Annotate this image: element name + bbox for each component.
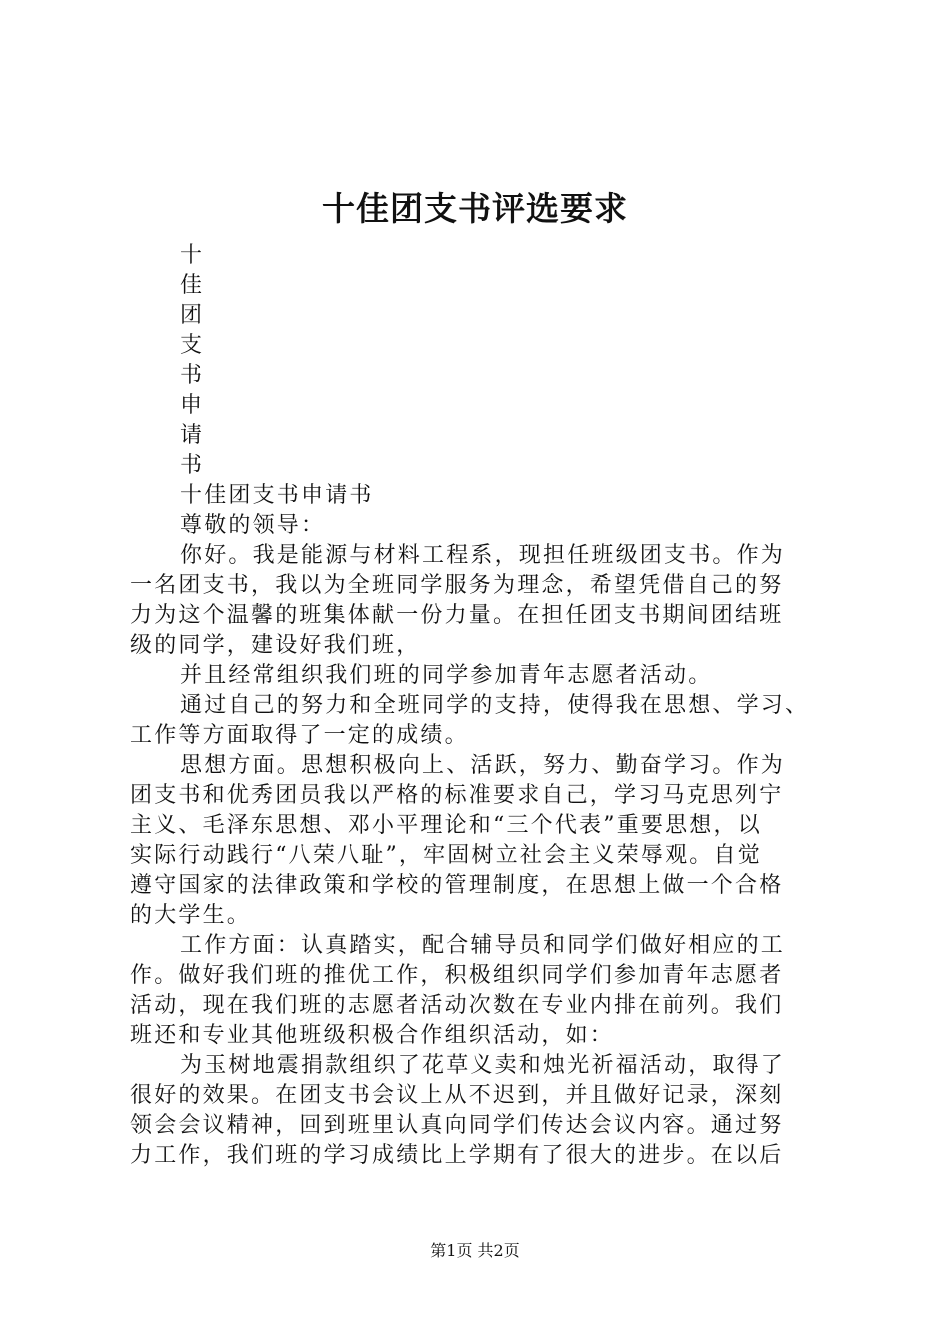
body-line: 团支书和优秀团员我以严格的标准要求自己，学习马克思列宁 — [130, 783, 784, 808]
vertical-char: 请 — [180, 423, 203, 448]
document-title: 十佳团支书评选要求 — [322, 189, 628, 228]
body-line: 的大学生。 — [130, 903, 252, 928]
body-line: 思想方面。思想积极向上、活跃，努力、勤奋学习。作为 — [180, 753, 786, 778]
body-line: 级的同学，建设好我们班， — [130, 633, 421, 658]
salutation: 尊敬的领导： — [180, 513, 326, 538]
body-line: 活动，现在我们班的志愿者活动次数在专业内排在前列。我们 — [130, 993, 784, 1018]
vertical-char: 十 — [180, 243, 203, 268]
vertical-char: 申 — [180, 393, 203, 418]
page-number-footer: 第1页 共2页 — [430, 1241, 520, 1260]
body-line: 一名团支书，我以为全班同学服务为理念，希望凭借自己的努 — [130, 573, 784, 598]
body-line: 领会会议精神，回到班里认真向同学们传达会议内容。通过努 — [130, 1113, 784, 1138]
body-line: 为玉树地震捐款组织了花草义卖和烛光祈福活动，取得了 — [180, 1053, 786, 1078]
vertical-char: 支 — [180, 333, 203, 358]
body-line: 工作方面：认真踏实，配合辅导员和同学们做好相应的工 — [180, 933, 786, 958]
subtitle-line: 十佳团支书申请书 — [180, 483, 374, 508]
body-line: 力为这个温馨的班集体献一份力量。在担任团支书期间团结班 — [130, 603, 784, 628]
body-line: 工作等方面取得了一定的成绩。 — [130, 723, 469, 748]
vertical-char: 书 — [180, 453, 203, 478]
body-line: 并且经常组织我们班的同学参加青年志愿者活动。 — [180, 663, 713, 688]
vertical-char: 书 — [180, 363, 203, 388]
vertical-char: 团 — [180, 303, 203, 328]
body-line: 力工作，我们班的学习成绩比上学期有了很大的进步。在以后 — [130, 1143, 784, 1168]
body-line: 作。做好我们班的推优工作，积极组织同学们参加青年志愿者 — [130, 963, 784, 988]
body-line: 实际行动践行“八荣八耻”，牢固树立社会主义荣辱观。自觉 — [130, 843, 762, 868]
body-line: 通过自己的努力和全班同学的支持，使得我在思想、学习、 — [180, 693, 810, 718]
body-line: 你好。我是能源与材料工程系，现担任班级团支书。作为 — [180, 543, 786, 568]
body-line: 班还和专业其他班级积极合作组织活动，如： — [130, 1023, 615, 1048]
body-line: 很好的效果。在团支书会议上从不迟到，并且做好记录，深刻 — [130, 1083, 784, 1108]
vertical-char: 佳 — [180, 273, 203, 298]
body-line: 主义、毛泽东思想、邓小平理论和“三个代表”重要思想，以 — [130, 813, 762, 838]
body-line: 遵守国家的法律政策和学校的管理制度，在思想上做一个合格 — [130, 873, 784, 898]
